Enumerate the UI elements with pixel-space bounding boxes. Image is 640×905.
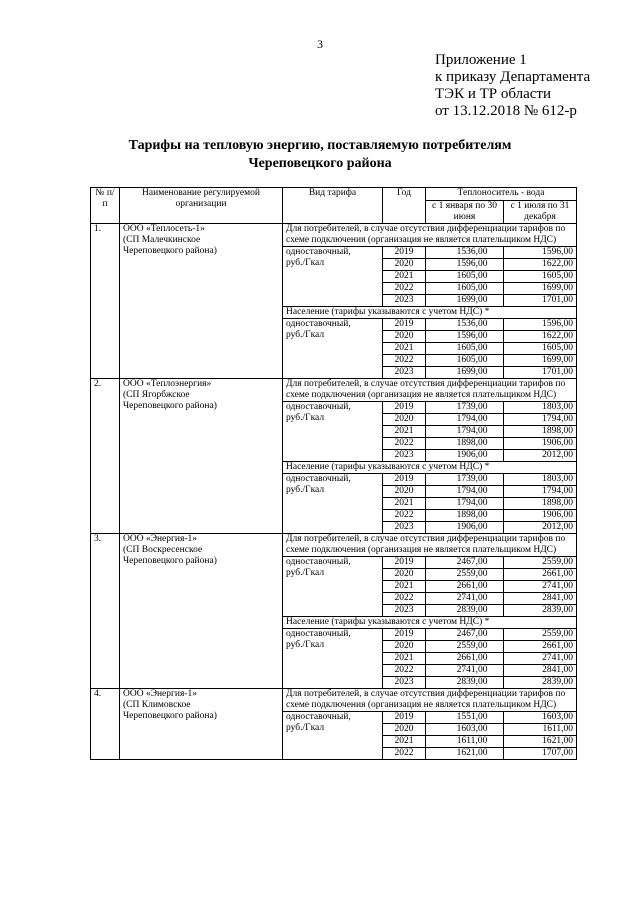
tariff-value-h1: 2661,00 bbox=[426, 653, 504, 665]
tariff-kind-line: руб./Гкал bbox=[286, 330, 325, 340]
organization-line: (СП Климовское bbox=[123, 700, 191, 710]
organization-line: Череповецкого района) bbox=[123, 711, 217, 721]
tariff-value-h1: 2467,00 bbox=[426, 557, 504, 569]
tariff-kind bbox=[283, 557, 383, 617]
tariff-value-h1: 1605,00 bbox=[426, 283, 504, 295]
consumer-group-label: Для потребителей, в случае отсутствия дифференциации тарифов по схеме подключения (организация не является плательщиком НДС) bbox=[283, 689, 577, 712]
tariff-value-h1: 1605,00 bbox=[426, 343, 504, 355]
tariff-value-h1: 2741,00 bbox=[426, 665, 504, 677]
header-kind: Вид тарифа bbox=[283, 188, 383, 224]
organization-line: (СП Ягорбжское bbox=[123, 390, 190, 400]
organization-line: ООО «Теплоэнергия» bbox=[123, 379, 212, 389]
tariff-value-h1: 1699,00 bbox=[426, 367, 504, 379]
tariff-value-h2: 1622,00 bbox=[504, 331, 577, 343]
tariff-value-h2: 2839,00 bbox=[504, 605, 577, 617]
tariff-value-h2: 2661,00 bbox=[504, 569, 577, 581]
tariff-value-h1: 1739,00 bbox=[426, 474, 504, 486]
tariff-value-h2: 1898,00 bbox=[504, 498, 577, 510]
year-cell: 2021 bbox=[383, 271, 426, 283]
year-cell: 2023 bbox=[383, 522, 426, 534]
consumer-group-label: Для потребителей, в случае отсутствия дифференциации тарифов по схеме подключения (организация не является плательщиком НДС) bbox=[283, 224, 577, 247]
year-cell: 2019 bbox=[383, 474, 426, 486]
tariff-value-h1: 1906,00 bbox=[426, 522, 504, 534]
appendix-line: ТЭК и ТР области bbox=[435, 86, 551, 102]
tariff-value-h2: 2661,00 bbox=[504, 641, 577, 653]
header-org: Наименование регулируемой организации bbox=[120, 188, 283, 224]
year-cell: 2021 bbox=[383, 426, 426, 438]
tariff-value-h2: 2841,00 bbox=[504, 665, 577, 677]
year-cell: 2021 bbox=[383, 581, 426, 593]
tariff-kind bbox=[283, 402, 383, 462]
year-cell: 2023 bbox=[383, 605, 426, 617]
tariff-value-h1: 2661,00 bbox=[426, 581, 504, 593]
table-row bbox=[91, 224, 577, 247]
tariff-value-h1: 1794,00 bbox=[426, 498, 504, 510]
tariff-value-h1: 1605,00 bbox=[426, 271, 504, 283]
tariff-value-h2: 2559,00 bbox=[504, 557, 577, 569]
tariff-value-h2: 1699,00 bbox=[504, 355, 577, 367]
tariff-value-h2: 1611,00 bbox=[504, 724, 577, 736]
year-cell: 2020 bbox=[383, 724, 426, 736]
organization-name bbox=[120, 689, 283, 760]
tariff-kind bbox=[283, 319, 383, 379]
tariff-value-h2: 1803,00 bbox=[504, 474, 577, 486]
consumer-group-label: Население (тарифы указываются с учетом НДС) * bbox=[283, 617, 577, 629]
page-title bbox=[0, 137, 640, 173]
tariff-value-h2: 1605,00 bbox=[504, 271, 577, 283]
tariff-value-h2: 1605,00 bbox=[504, 343, 577, 355]
tariff-value-h1: 1611,00 bbox=[426, 736, 504, 748]
year-cell: 2020 bbox=[383, 486, 426, 498]
year-cell: 2023 bbox=[383, 367, 426, 379]
tariff-value-h1: 2741,00 bbox=[426, 593, 504, 605]
tariff-kind-line: одноставочный, bbox=[286, 712, 351, 722]
row-number: 3. bbox=[91, 534, 120, 689]
tariff-value-h2: 1803,00 bbox=[504, 402, 577, 414]
tariff-value-h2: 1621,00 bbox=[504, 736, 577, 748]
tariff-value-h1: 1699,00 bbox=[426, 295, 504, 307]
year-cell: 2022 bbox=[383, 665, 426, 677]
tariff-value-h2: 2741,00 bbox=[504, 653, 577, 665]
tariff-value-h1: 1536,00 bbox=[426, 247, 504, 259]
tariff-value-h2: 1906,00 bbox=[504, 510, 577, 522]
year-cell: 2022 bbox=[383, 283, 426, 295]
tariff-value-h2: 1701,00 bbox=[504, 295, 577, 307]
tariff-value-h1: 2839,00 bbox=[426, 677, 504, 689]
appendix-line: к приказу Департамента bbox=[435, 69, 591, 85]
header-period-1: с 1 января по 30 июня bbox=[426, 201, 504, 224]
tariff-kind-line: одноставочный, bbox=[286, 402, 351, 412]
organization-line: (СП Малечкинское bbox=[123, 235, 201, 245]
consumer-group-label: Население (тарифы указываются с учетом НДС) * bbox=[283, 462, 577, 474]
table-body bbox=[91, 224, 577, 760]
year-cell: 2021 bbox=[383, 343, 426, 355]
tariff-value-h2: 1603,00 bbox=[504, 712, 577, 724]
year-cell: 2023 bbox=[383, 450, 426, 462]
organization-line: Череповецкого района) bbox=[123, 246, 217, 256]
tariff-value-h2: 2012,00 bbox=[504, 522, 577, 534]
organization-name bbox=[120, 534, 283, 689]
appendix-line: Приложение 1 bbox=[435, 52, 527, 68]
tariff-value-h2: 1906,00 bbox=[504, 438, 577, 450]
year-cell: 2022 bbox=[383, 510, 426, 522]
row-number: 4. bbox=[91, 689, 120, 760]
consumer-group-label: Население (тарифы указываются с учетом НДС) * bbox=[283, 307, 577, 319]
tariff-kind bbox=[283, 712, 383, 760]
year-cell: 2021 bbox=[383, 498, 426, 510]
tariff-value-h2: 1699,00 bbox=[504, 283, 577, 295]
header-period-2: с 1 июля по 31 декабря bbox=[504, 201, 577, 224]
tariff-kind-line: руб./Гкал bbox=[286, 485, 325, 495]
organization-line: Череповецкого района) bbox=[123, 556, 217, 566]
tariff-value-h1: 1596,00 bbox=[426, 259, 504, 271]
year-cell: 2019 bbox=[383, 629, 426, 641]
tariff-value-h1: 1621,00 bbox=[426, 748, 504, 760]
tariff-table bbox=[90, 187, 577, 760]
tariff-value-h2: 1794,00 bbox=[504, 414, 577, 426]
tariff-value-h1: 1898,00 bbox=[426, 510, 504, 522]
year-cell: 2023 bbox=[383, 677, 426, 689]
consumer-group-label: Для потребителей, в случае отсутствия дифференциации тарифов по схеме подключения (организация не является плательщиком НДС) bbox=[283, 379, 577, 402]
year-cell: 2020 bbox=[383, 569, 426, 581]
tariff-value-h2: 2741,00 bbox=[504, 581, 577, 593]
year-cell: 2023 bbox=[383, 295, 426, 307]
tariff-value-h1: 1794,00 bbox=[426, 426, 504, 438]
tariff-kind-line: одноставочный, bbox=[286, 629, 351, 639]
consumer-group-label: Для потребителей, в случае отсутствия дифференциации тарифов по схеме подключения (организация не является плательщиком НДС) bbox=[283, 534, 577, 557]
tariff-value-h2: 1707,00 bbox=[504, 748, 577, 760]
organization-line: (СП Воскресенское bbox=[123, 545, 203, 555]
appendix-note bbox=[435, 52, 590, 120]
title-line: Череповецкого района bbox=[248, 156, 392, 171]
tariff-kind-line: одноставочный, bbox=[286, 319, 351, 329]
year-cell: 2022 bbox=[383, 438, 426, 450]
year-cell: 2019 bbox=[383, 247, 426, 259]
tariff-kind bbox=[283, 247, 383, 307]
organization-line: ООО «Энергия-1» bbox=[123, 534, 198, 544]
organization-line: ООО «Теплосеть-1» bbox=[123, 224, 205, 234]
tariff-value-h1: 1551,00 bbox=[426, 712, 504, 724]
header-carrier: Теплоноситель - вода bbox=[426, 188, 577, 201]
organization-line: Череповецкого района) bbox=[123, 401, 217, 411]
year-cell: 2019 bbox=[383, 557, 426, 569]
tariff-kind bbox=[283, 474, 383, 534]
tariff-value-h1: 1794,00 bbox=[426, 414, 504, 426]
tariff-value-h1: 1906,00 bbox=[426, 450, 504, 462]
tariff-value-h1: 1603,00 bbox=[426, 724, 504, 736]
tariff-kind bbox=[283, 629, 383, 689]
year-cell: 2020 bbox=[383, 331, 426, 343]
organization-name bbox=[120, 224, 283, 379]
tariff-value-h2: 2559,00 bbox=[504, 629, 577, 641]
tariff-value-h2: 2841,00 bbox=[504, 593, 577, 605]
tariff-kind-line: руб./Гкал bbox=[286, 413, 325, 423]
year-cell: 2021 bbox=[383, 736, 426, 748]
tariff-value-h2: 1596,00 bbox=[504, 319, 577, 331]
page-number: 3 bbox=[317, 37, 323, 51]
appendix-line: от 13.12.2018 № 612-р bbox=[435, 103, 577, 119]
row-number: 2. bbox=[91, 379, 120, 534]
tariff-kind-line: одноставочный, bbox=[286, 557, 351, 567]
year-cell: 2019 bbox=[383, 319, 426, 331]
tariff-value-h1: 1596,00 bbox=[426, 331, 504, 343]
tariff-value-h1: 1536,00 bbox=[426, 319, 504, 331]
table-row bbox=[91, 689, 577, 712]
year-cell: 2020 bbox=[383, 414, 426, 426]
year-cell: 2020 bbox=[383, 259, 426, 271]
tariff-value-h2: 2839,00 bbox=[504, 677, 577, 689]
tariff-value-h1: 1605,00 bbox=[426, 355, 504, 367]
year-cell: 2022 bbox=[383, 593, 426, 605]
tariff-value-h1: 2839,00 bbox=[426, 605, 504, 617]
table-row bbox=[91, 379, 577, 402]
year-cell: 2021 bbox=[383, 653, 426, 665]
tariff-value-h2: 1596,00 bbox=[504, 247, 577, 259]
tariff-value-h1: 1794,00 bbox=[426, 486, 504, 498]
year-cell: 2022 bbox=[383, 355, 426, 367]
tariff-value-h1: 1898,00 bbox=[426, 438, 504, 450]
tariff-value-h1: 2559,00 bbox=[426, 569, 504, 581]
tariff-value-h2: 2012,00 bbox=[504, 450, 577, 462]
year-cell: 2022 bbox=[383, 748, 426, 760]
tariff-value-h2: 1794,00 bbox=[504, 486, 577, 498]
tariff-value-h1: 1739,00 bbox=[426, 402, 504, 414]
organization-name bbox=[120, 379, 283, 534]
tariff-kind-line: одноставочный, bbox=[286, 474, 351, 484]
tariff-kind-line: одноставочный, bbox=[286, 247, 351, 257]
header-num: № п/п bbox=[91, 188, 120, 224]
tariff-value-h1: 2467,00 bbox=[426, 629, 504, 641]
tariff-kind-line: руб./Гкал bbox=[286, 640, 325, 650]
year-cell: 2019 bbox=[383, 712, 426, 724]
header-year: Год bbox=[383, 188, 426, 224]
tariff-kind-line: руб./Гкал bbox=[286, 723, 325, 733]
tariff-value-h2: 1701,00 bbox=[504, 367, 577, 379]
tariff-value-h2: 1898,00 bbox=[504, 426, 577, 438]
tariff-value-h2: 1622,00 bbox=[504, 259, 577, 271]
table-row bbox=[91, 534, 577, 557]
title-line: Тарифы на тепловую энергию, поставляемую потребителям bbox=[128, 138, 512, 153]
tariff-kind-line: руб./Гкал bbox=[286, 258, 325, 268]
organization-line: ООО «Энергия-1» bbox=[123, 689, 198, 699]
tariff-kind-line: руб./Гкал bbox=[286, 568, 325, 578]
row-number: 1. bbox=[91, 224, 120, 379]
tariff-value-h1: 2559,00 bbox=[426, 641, 504, 653]
year-cell: 2019 bbox=[383, 402, 426, 414]
year-cell: 2020 bbox=[383, 641, 426, 653]
